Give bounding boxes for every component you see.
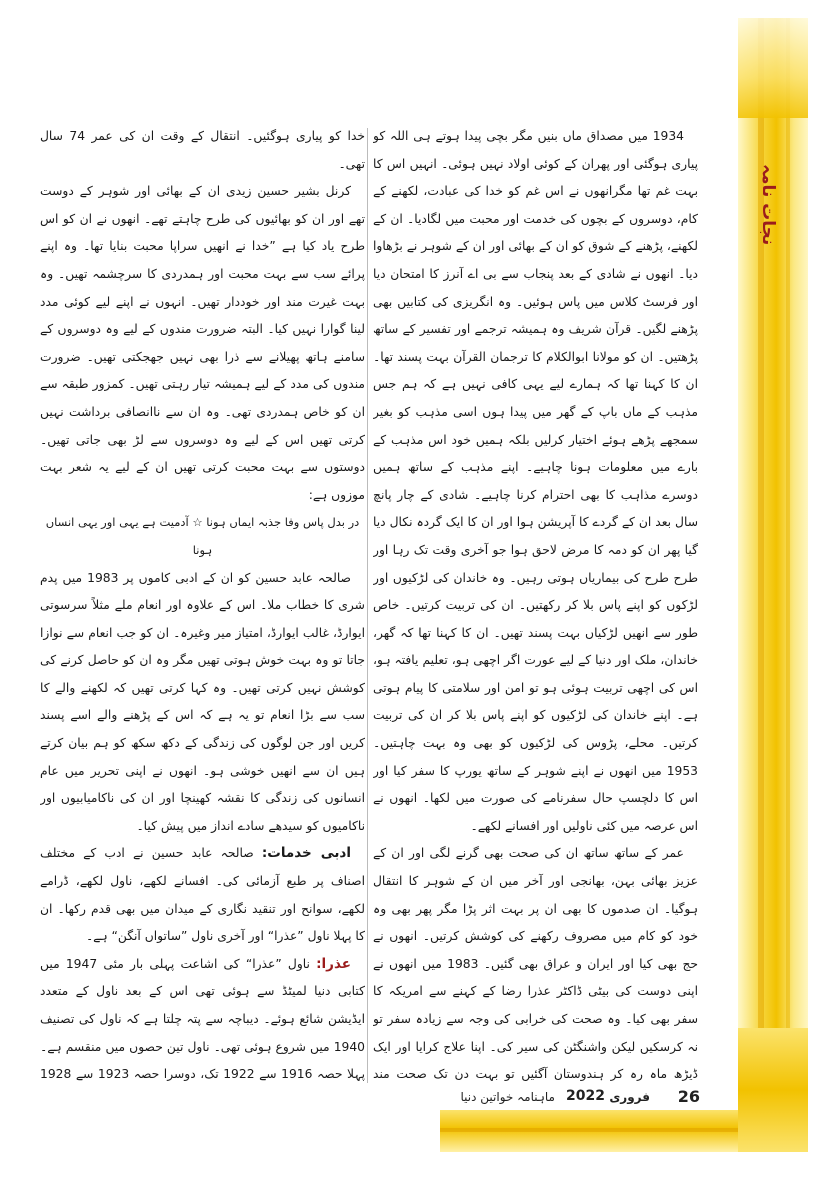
decorative-corner — [738, 1028, 808, 1152]
paragraph: صالحہ عابد حسین کو ان کے ادبی کاموں پر 1983 میں پدم شری کا خطاب ملا۔ اس کے علاوہ اور انعام ملے مثلاً سرسوتی ایوارڈ، غالب ایوارڈ، امتیاز میر وغیرہ۔ ان کو جب انعام سے نوازا جاتا تو وہ بہت خوش ہوتی تھیں مگر وہ ان کو حاصل کرنے کی کوشش نہیں کرتی تھیں۔ وہ کہا کرتی تھیں کہ لکھنے والے کا سب سے بڑا انعام تو یہ ہے کہ اس کے پڑھنے والے اسے پسند کریں اور جن لوگوں کی زندگی کے دکھ سکھ کو ہم بیان کرتے ہیں ان سے انھیں خوشی ہو۔ انھوں نے اپنی تحریر میں عام انسانوں کی زندگی کا نقشہ کھینچا اور ان کی ناکامیابیوں اور ناکامیوں کو سیدھے سادے انداز میں پیش کیا۔ — [40, 570, 365, 833]
column-divider — [367, 128, 368, 1083]
section-text: صالحہ عابد حسین نے ادب کے مختلف اصناف پر طبع آزمائی کی۔ افسانے لکھے، ناول لکھے، ڈرامے لکھے، سوانح اور تنقید نگاری کے میدان میں بھی قدم رکھا۔ ان کا پہلا ناول ”عذرا“ اور آخری ناول ”ساتواں آنگن“ ہے۔ — [40, 846, 365, 944]
section-text: ناول ”عذرا“ کی اشاعت پہلی بار مئی 1947 میں کتابی دنیا لمیٹڈ سے ہوئی تھی اس کے بعد ناول کے متعدد ایڈیشن شائع ہوئے۔ دیباچہ سے پتہ چلتا ہے کہ ناول کی تصنیف 1940 میں شروع ہوئی تھی۔ ناول تین حصوں میں منقسم ہے۔ پہلا حصہ 1916 سے 1922 تک، دوسرا حصہ 1923 سے 1928 — [40, 956, 365, 1082]
paragraph: 1934 میں مصداق ماں بنیں مگر بچی پیدا ہوتے ہی اللہ کو پیاری ہوگئی اور پھران کے کوئی اولاد نہیں ہوئی۔ انہیں اس کا بہت غم تھا مگرانھوں نے اس غم کو خدا کی عبادت، لکھنے کے کام، دوسروں کے بچوں کی خدمت اور محبت میں لگادیا۔ ان کے لکھنے، پڑھنے کے شوق کو ان کے بھائی اور ان کے شوہر نے بڑھاوا دیا۔ انھوں نے شادی کے بعد پنجاب سے بی اے آنرز کا امتحان دیا اور فرسٹ کلاس میں پاس ہوئیں۔ وہ انگریزی کی کتابیں بھی پڑھنے لگیں۔ قرآن شریف وہ ہمیشہ ترجمے اور تفسیر کے ساتھ پڑھتیں۔ ان کو مولانا ابوالکلام کا ترجمان القرآن بہت پسند تھا۔ ان کا کہنا تھا کہ ہمارے لیے یہی کافی نہیں ہے کہ ہم جس مذہب کے ماں باپ کے گھر میں پیدا ہوں اسی مذہب کو بغیر سمجھے پڑھے ہوئے اختیار کرلیں بلکہ ہمیں خود اس مذہب کے بارے میں معلومات ہونا چاہیے۔ اپنے مذہب کے ساتھ ہمیں دوسرے مذاہب کا بھی احترام کرنا چاہیے۔ شادی کے چار پانچ سال بعد ان کے گردے کا آپریشن ہوا اور ان کا ایک گردہ نکال دیا گیا پھر ان کو دمہ کا مرض لاحق ہوا جو آخری وقت تک رہا اور طرح طرح کی بیماریاں ہوتی رہیں۔ وہ خاندان کی لڑکیوں اور لڑکوں کو اپنے پاس بلا کر رکھتیں۔ ان کی تربیت کرتیں۔ خاص طور سے انھیں لڑکیاں بہت پسند تھیں۔ ان کا کہنا تھا کہ گھر، خاندان، ملک اور دنیا کے لیے عورت اگر اچھی ہو، تعلیم یافتہ ہو، اس کی اچھی تربیت ہوئی ہو تو امن اور سلامتی کا پیام ہوتی ہے۔ اپنے خاندان کی لڑکیوں کو اپنے پاس بلا کر ان کی تربیت کرتیں۔ محلے، پڑوس کی لڑکیوں کو بھی وہ بہت چاہتیں۔ 1953 میں انھوں نے اپنے شوہر کے ساتھ یورپ کا سفر کیا اور اس کا دلچسپ حال سفرنامے کی صورت میں لکھا۔ انھوں نے اس عرصہ میں کئی ناولیں اور افسانے لکھے۔ — [373, 129, 698, 833]
article-column-left — [40, 123, 365, 1091]
section-heading: ادبی خدمات: — [261, 845, 351, 862]
paragraph: عمر کے ساتھ ساتھ ان کی صحت بھی گرنے لگی اور ان کے عزیز بھائی بہن، بھانجی اور آخر میں ان کے شوہر کا انتقال ہوگیا۔ ان صدموں کا بھی ان پر بہت اثر پڑا مگر پھر بھی وہ خود کو کام میں مصروف رکھنے کی کوشش کرتیں۔ انھوں نے حج بھی کیا اور ایران و عراق بھی گئیں۔ 1983 میں انھوں نے اپنی دوست کی بیٹی ڈاکٹر عذرا رضا کے کہنے سے امریکہ کا سفر بھی کیا۔ وہ صحت کی خرابی کی وجہ سے زیادہ سفر تو نہ کرسکیں لیکن واشنگٹن کی سیر کی۔ اپنا علاج کرایا اور ایک ڈیڑھ ماہ رہ کر ہندوستان آگئیں تو بہت دن تک صحت مند — [373, 846, 698, 1082]
article-column-right — [373, 123, 698, 1091]
decorative-bar-right-stripe-2 — [786, 18, 790, 1028]
magazine-name: ماہنامہ خواتین دنیا — [460, 1090, 555, 1104]
paragraph: خدا کو پیاری ہوگئیں۔ انتقال کے وقت ان کی عمر 74 سال تھی۔ — [40, 129, 365, 171]
sidebar-title: نجات نامہ — [758, 164, 778, 246]
section-azra — [40, 951, 365, 1091]
page-footer — [440, 1084, 720, 1110]
section-heading: عذرا: — [316, 955, 351, 972]
verse: در بدل پاس وفا جذبہ ایماں ہونا ☆ آدمیت ہے یہی اور یہی انساں ہونا — [45, 515, 360, 557]
page-number: 26 — [677, 1087, 700, 1106]
section-adabi-khidmaat — [40, 840, 365, 950]
issue-month: فروری — [609, 1090, 650, 1104]
paragraph: کرنل بشیر حسین زیدی ان کے بھائی اور شوہر کے دوست تھے اور ان کو بھائیوں کی طرح چاہتے تھے۔ انھوں نے ان کو اس طرح یاد کیا ہے ”خدا نے انھیں سراپا محبت بنایا تھا۔ وہ اپنے پرائے سب سے بہت محبت اور ہمدردی کا سرچشمہ تھیں۔ وہ بہت غیرت مند اور خوددار تھیں۔ انہوں نے اپنے لیے کوئی مدد لینا گوارا نہیں کیا۔ البتہ ضرورت مندوں کے لیے وہ دوسروں کے سامنے ہاتھ پھیلانے سے ذرا بھی نہیں جھجکتی تھیں۔ ضرورت مندوں کی مدد کے لیے ہمیشہ تیار رہتی تھیں۔ کمزور طبقہ سے ان کو خاص ہمدردی تھی۔ وہ ان سے ناانصافی برداشت نہیں کرتی تھیں اس کے لیے وہ دوسروں سے لڑ بھی جاتی تھیں۔ دوستوں سے بہت محبت کرتی تھیں ان کے لیے یہ شعر بہت موزوں ہے: — [40, 184, 365, 502]
decorative-bar-top — [738, 18, 808, 118]
issue-year: 2022 — [566, 1088, 605, 1104]
